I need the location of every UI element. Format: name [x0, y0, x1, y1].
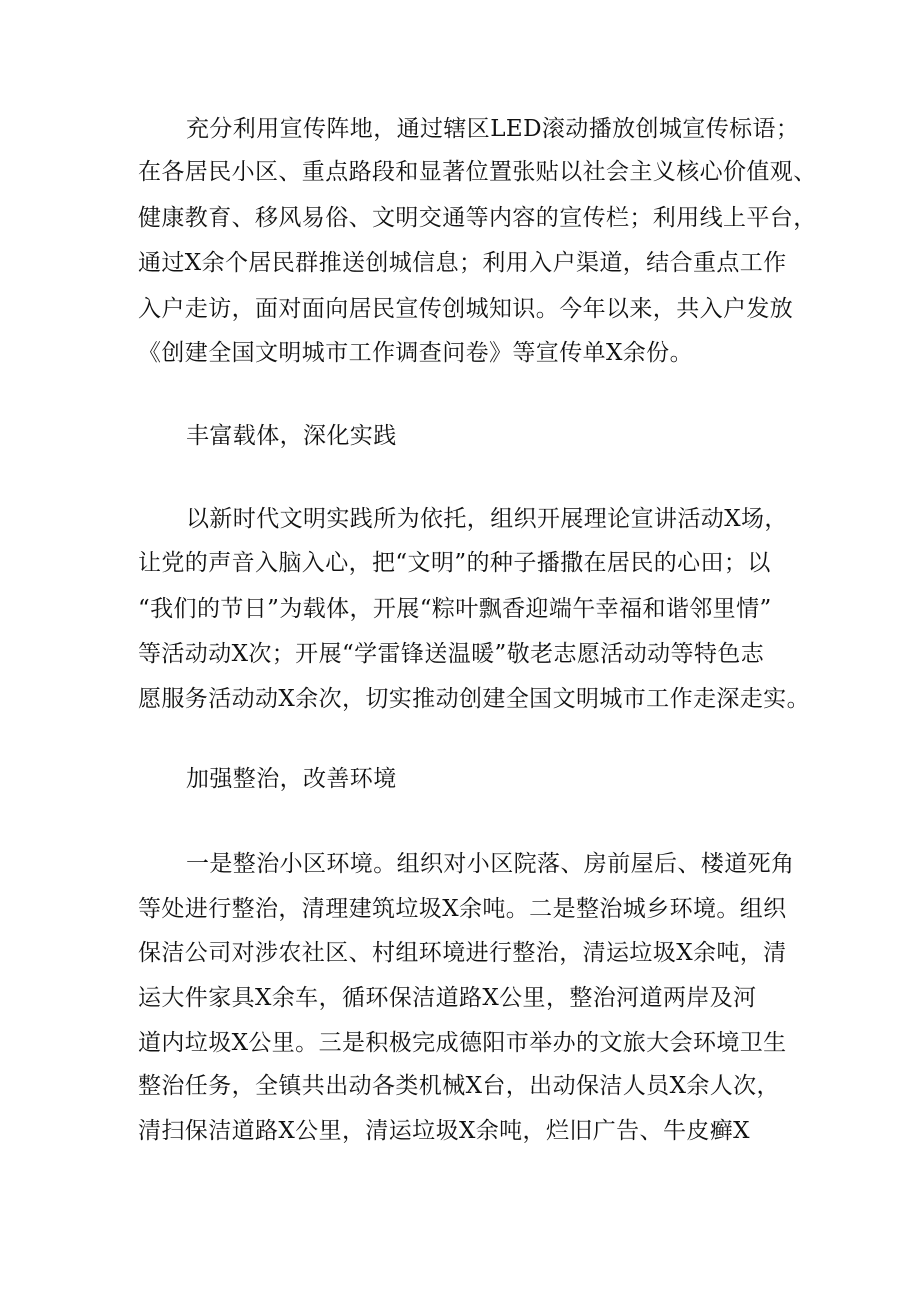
- section-heading-improve-environment: 加强整治，改善环境: [186, 766, 397, 792]
- paragraph-2-line-2: 让党的声音入脑入心，把“文明”的种子播撒在居民的心田；以: [138, 550, 771, 576]
- paragraph-3-line-5: 道内垃圾X公里。三是积极完成德阳市举办的文旅大会环境卫生: [138, 1030, 787, 1056]
- paragraph-2-line-3: “我们的节日”为载体，开展“粽叶飘香迎端午幸福和谐邻里情”: [138, 596, 772, 622]
- paragraph-1-line-1: 充分利用宣传阵地，通过辖区LED滚动播放创城宣传标语；: [186, 116, 800, 142]
- paragraph-2-line-1: 以新时代文明实践所为依托，组织开展理论宣讲活动X场，: [186, 506, 788, 532]
- paragraph-3-line-4: 运大件家具X余车，循环保洁道路X公里，整治河道两岸及河: [138, 985, 757, 1011]
- paragraph-1-line-4: 通过X余个居民群推送创城信息；利用入户渠道，结合重点工作: [138, 250, 787, 276]
- paragraph-1-line-5: 入户走访，面对面向居民宣传创城知识。今年以来，共入户发放: [138, 296, 794, 322]
- paragraph-1-line-2: 在各居民小区、重点路段和显著位置张贴以社会主义核心价值观、: [138, 159, 817, 185]
- paragraph-3-line-3: 保洁公司对涉农社区、村组环境进行整治，清运垃圾X余吨，清: [138, 940, 787, 966]
- paragraph-3-line-1: 一是整治小区环境。组织对小区院落、房前屋后、楼道死角: [186, 851, 795, 877]
- paragraph-3-line-6: 整治任务，全镇共出动各类机械X台，出动保洁人员X余人次，: [138, 1073, 780, 1099]
- section-heading-enrich-carriers: 丰富载体，深化实践: [186, 423, 397, 449]
- paragraph-3-line-2: 等处进行整治，清理建筑垃圾X余吨。二是整治城乡环境。组织: [138, 896, 787, 922]
- paragraph-1-line-6: 《创建全国文明城市工作调查问卷》等宣传单X余份。: [138, 340, 693, 366]
- paragraph-1-line-3: 健康教育、移风易俗、文明交通等内容的宣传栏；利用线上平台，: [138, 205, 817, 231]
- paragraph-2-line-4: 等活动动X次；开展“学雷锋送温暖”敬老志愿活动动等特色志: [138, 641, 765, 667]
- paragraph-3-line-7: 清扫保洁道路X公里，清运垃圾X余吨，烂旧广告、牛皮癣X: [138, 1118, 750, 1144]
- paragraph-2-line-5: 愿服务活动动X余次，切实推动创建全国文明城市工作走深走实。: [138, 686, 810, 712]
